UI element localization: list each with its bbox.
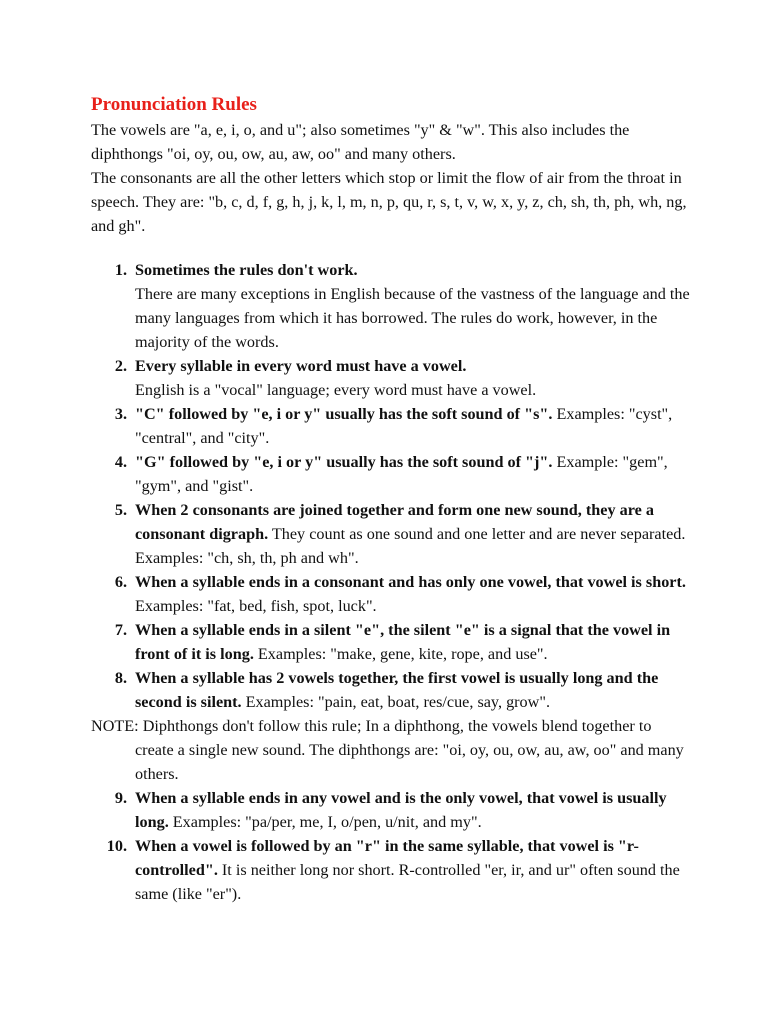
rules-list	[91, 258, 691, 906]
rule-item	[91, 618, 691, 666]
rule-heading: "G" followed by "e, i or y" usually has the soft sound of "j".	[135, 453, 553, 471]
rule-number: 10.	[106, 837, 127, 855]
rule-body: Examples: "make, gene, kite, rope, and use".	[253, 645, 548, 663]
rule-number: 6.	[114, 573, 127, 591]
rule-number: 7.	[114, 621, 127, 639]
intro-vowels: The vowels are "a, e, i, o, and u"; also sometimes "y" & "w". This also includes the diphthongs "oi, oy, ou, ow, au, aw, oo" and many others.	[91, 121, 630, 163]
rule-heading: When a syllable has 2 vowels together, the first vowel is usually long and the second is silent.	[135, 669, 659, 711]
rule-item	[91, 786, 691, 834]
rule-number: 4.	[114, 453, 127, 471]
rule-number: 5.	[114, 501, 127, 519]
rule-heading: When a syllable ends in a silent "e", the silent "e" is a signal that the vowel in front of it is long.	[135, 621, 671, 663]
rule-item	[91, 834, 691, 906]
rule-body: Examples: "cyst", "central", and "city".	[135, 405, 673, 447]
rule-heading: When a syllable ends in a consonant and has only one vowel, that vowel is short.	[135, 573, 686, 591]
rule-heading: When a vowel is followed by an "r" in the same syllable, that vowel is "r-controlled".	[135, 837, 639, 879]
diphthong-note: NOTE: Diphthongs don't follow this rule; In a diphthong, the vowels blend together to create a single new sound. The diphthongs are: "oi, oy, ou, ow, au, aw, oo" and many others.	[91, 717, 684, 783]
intro-consonants: The consonants are all the other letters which stop or limit the flow of air from the throat in speech. They are: "b, c, d, f, g, h, j, k, l, m, n, p, qu, r, s, t, v, w, x, y, z, ch, sh, th, ph, wh, ng, and gh".	[91, 169, 687, 235]
document-page	[91, 92, 691, 906]
rule-heading: Every syllable in every word must have a vowel.	[135, 357, 467, 375]
rule-heading: Sometimes the rules don't work.	[135, 261, 358, 279]
rule-body: Examples: "pa/per, me, I, o/pen, u/nit, and my".	[168, 813, 482, 831]
page-title: Pronunciation Rules	[91, 94, 257, 115]
rule-item	[91, 402, 691, 450]
rule-item	[91, 570, 691, 618]
rule-item	[91, 450, 691, 498]
rule-number: 2.	[114, 357, 127, 375]
rule-item	[91, 258, 691, 354]
rule-explanation: English is a "vocal" language; every word must have a vowel.	[135, 381, 537, 399]
rule-item	[91, 354, 691, 402]
rule-body: They count as one sound and one letter and are never separated. Examples: "ch, sh, th, ph and wh".	[135, 525, 686, 567]
rule-number: 9.	[114, 789, 127, 807]
rule-heading: When a syllable ends in any vowel and is the only vowel, that vowel is usually long.	[135, 789, 667, 831]
rule-explanation: There are many exceptions in English because of the vastness of the language and the many languages from which it has borrowed. The rules do work, however, in the majority of the words.	[135, 285, 690, 351]
rule-heading: "C" followed by "e, i or y" usually has the soft sound of "s".	[135, 405, 553, 423]
rule-body: Example: "gem", "gym", and "gist".	[135, 453, 668, 495]
rule-number: 1.	[114, 261, 127, 279]
rule-number: 3.	[114, 405, 127, 423]
rule-item	[91, 666, 691, 714]
rule-body: It is neither long nor short. R-controlled "er, ir, and ur" often sound the same (like "er").	[135, 861, 680, 903]
rule-body: Examples: "fat, bed, fish, spot, luck".	[135, 597, 377, 615]
rule-number: 8.	[114, 669, 127, 687]
rule-item	[91, 498, 691, 570]
rule-heading: When 2 consonants are joined together and form one new sound, they are a consonant digraph.	[135, 501, 654, 543]
rule-body: Examples: "pain, eat, boat, res/cue, say, grow".	[241, 693, 550, 711]
